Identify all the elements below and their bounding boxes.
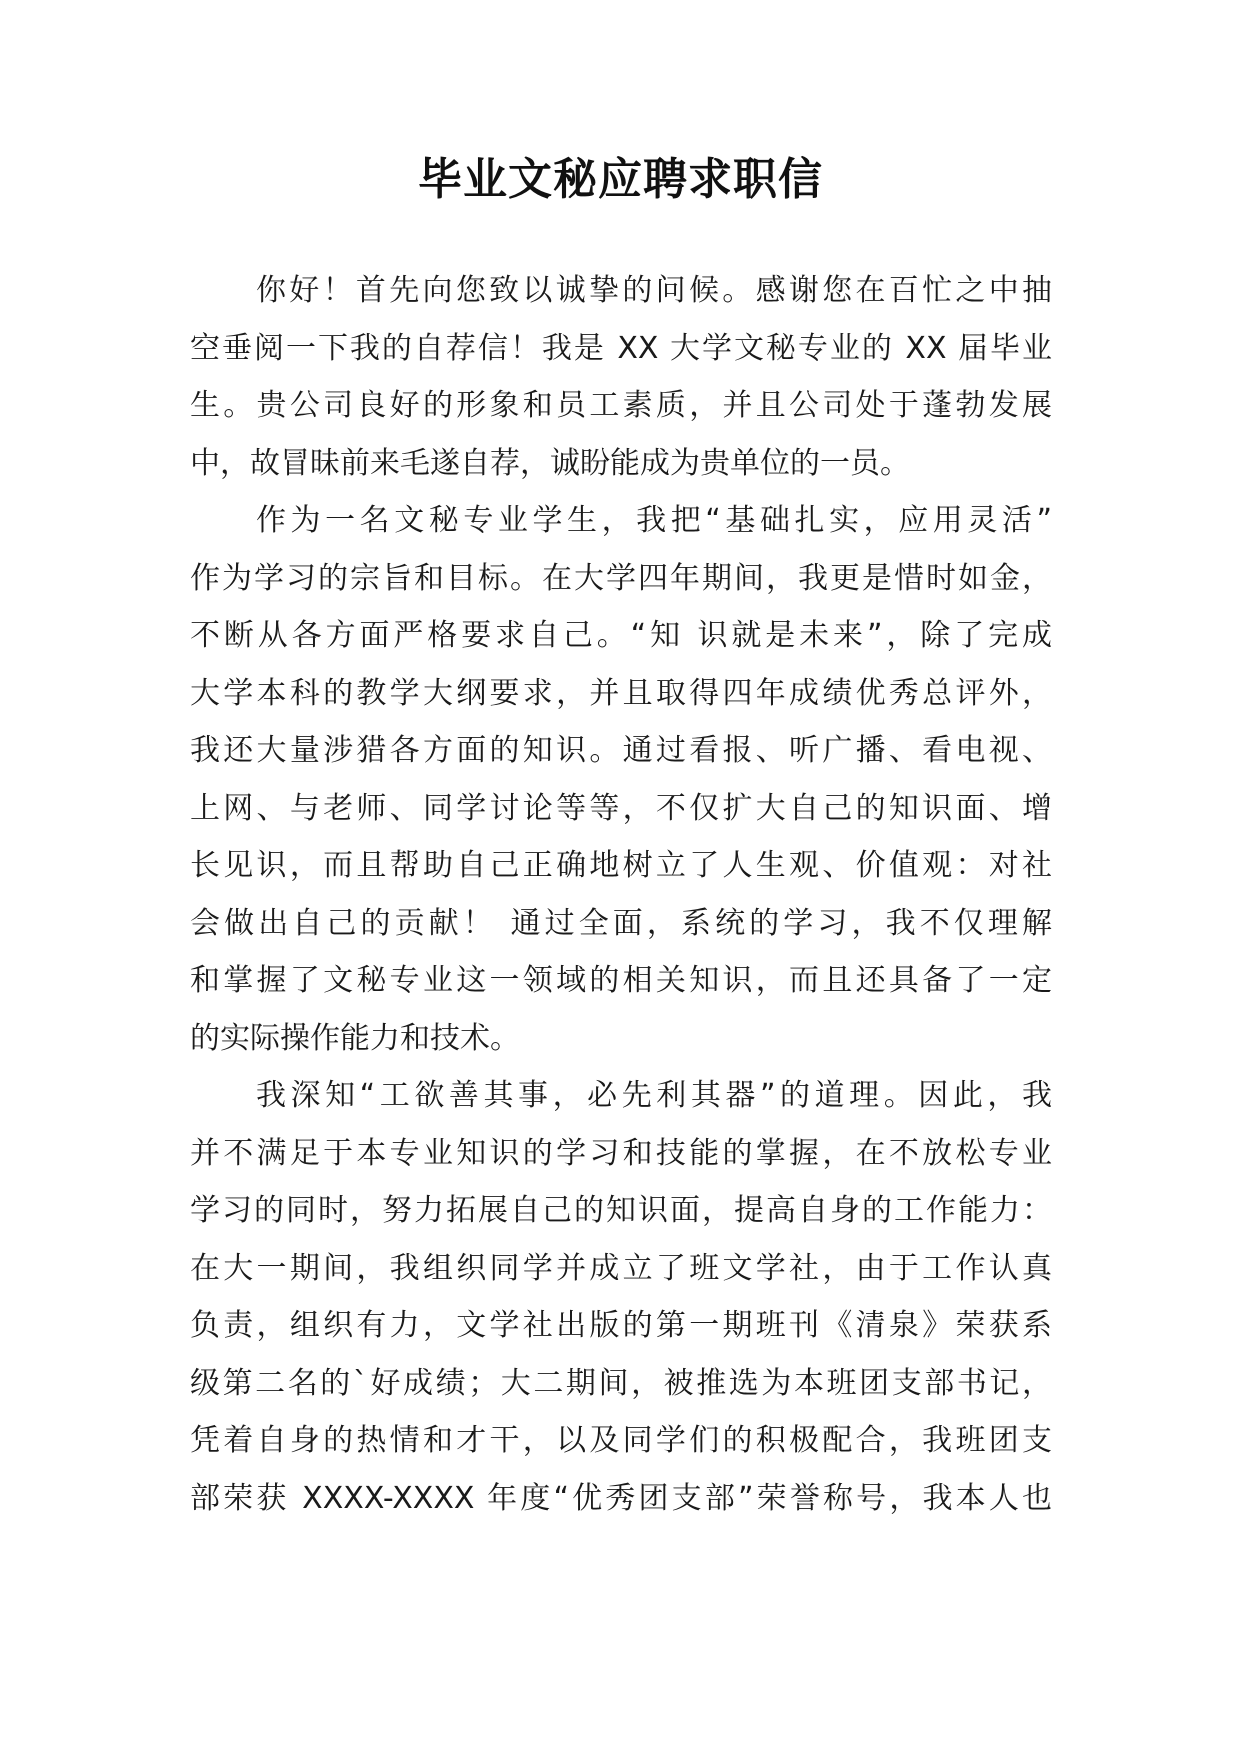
text-line: 作为一名文秘专业学生，我把“基础扎实，应用灵活” — [256, 503, 1052, 538]
text-line: 我还大量涉猎各方面的知识。通过看报、听广播、看电视、 — [190, 733, 1052, 768]
text-line: 中，故冒昧前来毛遂自荐，诚盼能成为贵单位的一员。 — [190, 445, 910, 481]
text-line: 部荣获 XXXX-XXXX 年度“优秀团支部”荣誉称号，我本人也 — [190, 1480, 1052, 1516]
text-line: 长见识，而且帮助自己正确地树立了人生观、价值观：对社 — [190, 848, 1052, 883]
text-line: 我深知“工欲善其事，必先利其器”的道理。因此，我 — [256, 1078, 1052, 1113]
text-line: 生。贵公司良好的形象和员工素质，并且公司处于蓬勃发展 — [190, 388, 1052, 423]
text-line: 级第二名的`好成绩；大二期间，被推选为本班团支部书记， — [190, 1365, 1052, 1401]
text-line: 和掌握了文秘专业这一领域的相关知识，而且还具备了一定 — [190, 963, 1052, 998]
text-line: 作为学习的宗旨和目标。在大学四年期间，我更是惜时如金， — [190, 560, 1052, 596]
document-title: 毕业文秘应聘求职信 — [418, 154, 823, 205]
text-line: 学习的同时，努力拓展自己的知识面，提高自身的工作能力： — [190, 1193, 1052, 1228]
text-line: 会做出自己的贡献！ 通过全面，系统的学习，我不仅理解 — [190, 905, 1052, 941]
document-body — [190, 262, 1052, 1527]
text-line: 凭着自身的热情和才干，以及同学们的积极配合，我班团支 — [190, 1423, 1052, 1458]
text-line: 空垂阅一下我的自荐信！我是 XX 大学文秘专业的 XX 届毕业 — [190, 330, 1052, 366]
text-line: 并不满足于本专业知识的学习和技能的掌握，在不放松专业 — [190, 1135, 1052, 1171]
text-line: 不断从各方面严格要求自己。“知 识就是未来”，除了完成 — [190, 618, 1052, 653]
text-line: 负责，组织有力，文学社出版的第一期班刊《清泉》荣获系 — [190, 1308, 1052, 1343]
text-line: 大学本科的教学大纲要求，并且取得四年成绩优秀总评外， — [190, 675, 1052, 711]
text-line: 你好！首先向您致以诚挚的问候。感谢您在百忙之中抽 — [256, 273, 1052, 308]
text-line: 上网、与老师、同学讨论等等，不仅扩大自己的知识面、增 — [190, 790, 1052, 826]
text-line: 的实际操作能力和技术。 — [190, 1020, 520, 1056]
text-line: 在大一期间，我组织同学并成立了班文学社，由于工作认真 — [190, 1250, 1052, 1286]
